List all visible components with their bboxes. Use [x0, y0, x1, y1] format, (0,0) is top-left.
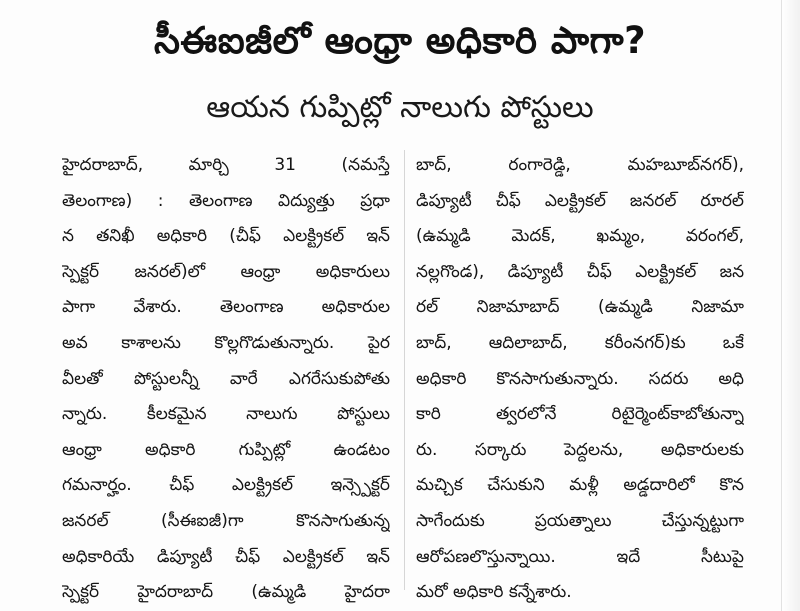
body-line: బాద్, రంగారెడ్డి, మహబూబ్‌నగర్), — [416, 155, 744, 175]
body-line: బాద్, ఆదిలాబాద్, కరీంనగర్)కు ఒకే — [416, 332, 744, 353]
body-line: (ఉమ్మడి మెదక్, ఖమ్మం, వరంగల్, — [416, 226, 744, 247]
body-line: హైదరాబాద్, మార్చి 31 (నమస్తే — [62, 155, 390, 175]
body-line: స్పెక్టర్ హైదరాబాద్ (ఉమ్మడి హైదరా — [62, 582, 390, 603]
body-line: రు. సర్కారు పెద్దలను, అధికారులకు — [416, 439, 744, 460]
body-line: అధికారియే డిప్యూటీ చీఫ్ ఎలక్ట్రికల్ ఇన్ — [62, 546, 390, 567]
column-divider — [404, 150, 405, 590]
body-line: సాగేందుకు ప్రయత్నాలు చేస్తున్నట్టుగా — [416, 510, 744, 531]
right-column — [416, 148, 744, 611]
body-line: స్పెక్టర్ జనరల్)లో ఆంధ్రా అధికారులు — [62, 261, 390, 282]
page-edge-shadow — [781, 0, 800, 611]
body-line: అధికారి కొనసాగుతున్నారు. సదరు అధి — [416, 368, 744, 389]
body-line: మరో అధికారి కన్నేశారు. — [416, 582, 572, 603]
body-line: వీలతో పోస్టులన్నీ వారే ఎగరేసుకుపోతు — [62, 368, 390, 389]
body-line: పాగా వేశారు. తెలంగాణ అధికారుల — [62, 297, 390, 318]
body-line: రల్ నిజామాబాద్ (ఉమ్మడి నిజామా — [416, 297, 744, 318]
body-line: తెలంగాణ) : తెలంగాణ విద్యుత్తు ప్రధా — [62, 190, 390, 211]
article-subheadline: ఆయన గుప్పిట్లో నాలుగు పోస్టులు — [206, 90, 594, 125]
body-line: ఆరోపణలొస్తున్నాయి. ఇదే సీటుపై — [416, 546, 744, 567]
body-line: న్నారు. కీలకమైన నాలుగు పోస్టులు — [62, 404, 390, 425]
body-line: డిప్యూటీ చీఫ్ ఎలక్ట్రికల్ జనరల్ రూరల్ — [416, 190, 744, 211]
body-line: నల్లగొండ), డిప్యూటీ చీఫ్ ఎలక్ట్రికల్ జన — [416, 261, 744, 282]
body-line: ఆంధ్రా అధికారి గుప్పిట్లో ఉండటం — [62, 439, 390, 460]
article-headline: సీఈఐజీలో ఆంధ్రా అధికారి పాగా? — [153, 19, 647, 62]
body-line: గమనార్హం. చీఫ్ ఎలక్ట్రికల్ ఇన్స్పెక్టర్ — [62, 475, 390, 496]
body-line: న తనిఖీ అధికారి (చీఫ్ ఎలక్ట్రికల్ ఇన్ — [62, 226, 390, 247]
body-line: కారి త్వరలోనే రిటైర్మెంట్‌కాబోతున్నా — [416, 404, 744, 425]
body-line: అవ కాశాలను కొల్లగొడుతున్నారు. పైర — [62, 332, 390, 353]
left-column — [62, 148, 390, 611]
body-line: మచ్చిక చేసుకుని మళ్లీ అడ్డదారిలో కొన — [416, 475, 744, 496]
body-line: జనరల్ (సీఈఐజీ)గా కొనసాగుతున్న — [62, 510, 390, 531]
